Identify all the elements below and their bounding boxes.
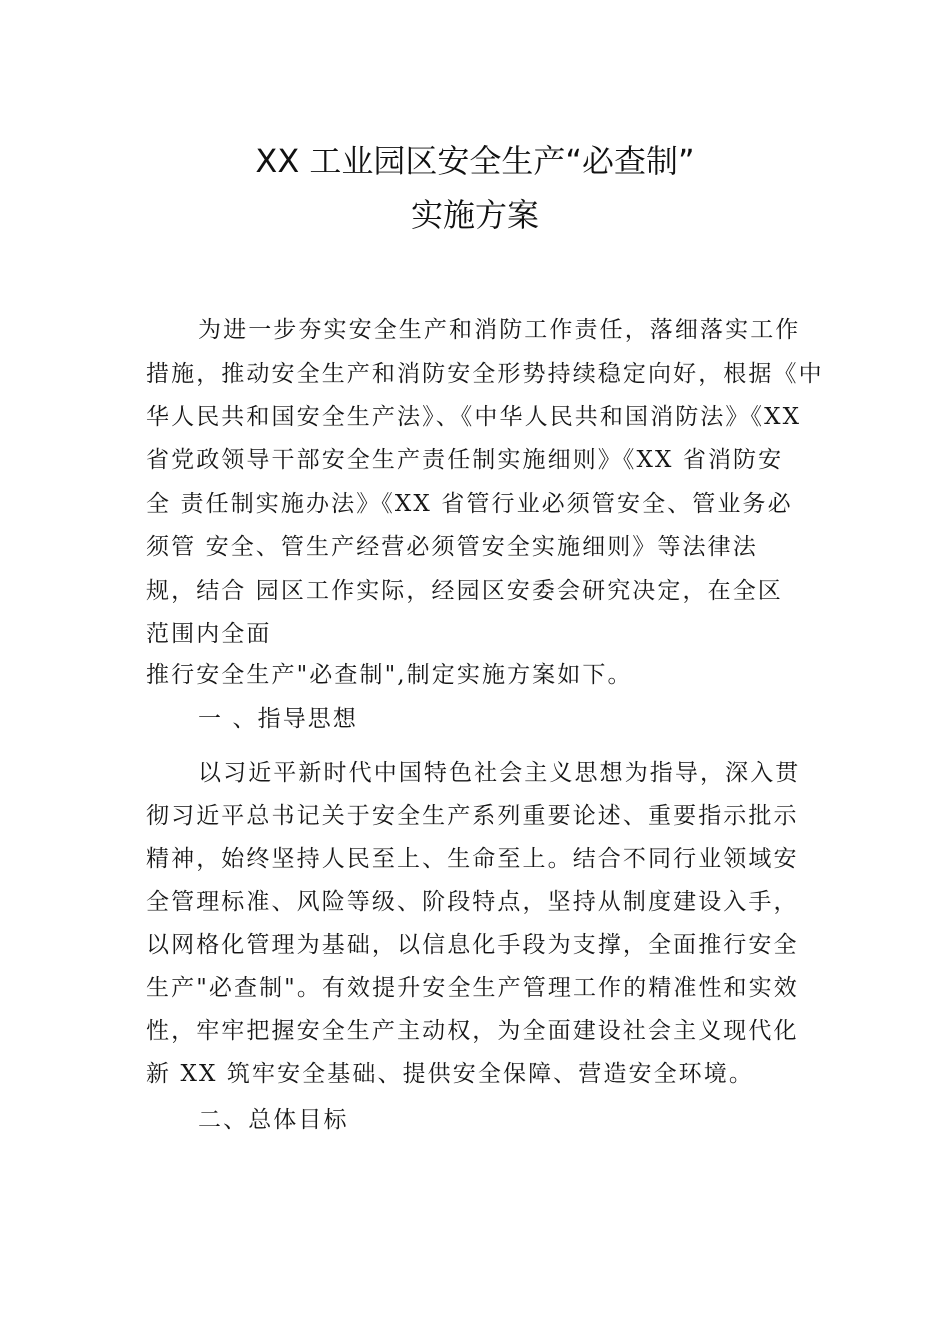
- paragraph-guiding-line-6: 生产"必查制"。有效提升安全生产管理工作的精准性和实效: [146, 975, 799, 1001]
- section-heading-guiding-ideology: 一 、指导思想: [198, 706, 359, 732]
- paragraph-intro-line-3: 华人民共和国安全生产法》、《中华人民共和国消防法》《XX: [146, 404, 802, 430]
- paragraph-guiding-line-7: 性，牢牢把握安全生产主动权，为全面建设社会主义现代化: [146, 1018, 799, 1044]
- paragraph-intro-line-9: 推行安全生产"必查制",制定实施方案如下。: [146, 662, 633, 688]
- paragraph-intro-line-7: 规，结合 园区工作实际，经园区安委会研究决定，在全区: [146, 578, 783, 604]
- paragraph-guiding-line-3: 精神，始终坚持人民至上、生命至上。结合不同行业领域安: [146, 846, 799, 872]
- paragraph-intro-line-2: 措施，推动安全生产和消防安全形势持续稳定向好，根据《中: [146, 361, 824, 387]
- document-title-line1: XX 工业园区安全生产“必查制”: [255, 142, 695, 180]
- paragraph-guiding-line-4: 全管理标准、风险等级、阶段特点，坚持从制度建设入手，: [146, 889, 799, 915]
- section-heading-overall-goals: 二、总体目标: [198, 1107, 349, 1133]
- paragraph-intro-line-8: 范围内全面: [146, 621, 272, 647]
- paragraph-guiding-line-1: 以习近平新时代中国特色社会主义思想为指导，深入贯: [198, 760, 801, 786]
- paragraph-intro-line-4: 省党政领导干部安全生产责任制实施细则》《XX 省消防安: [146, 447, 784, 473]
- paragraph-guiding-line-8: 新 XX 筑牢安全基础、提供安全保障、营造安全环境。: [146, 1061, 754, 1087]
- paragraph-guiding-line-5: 以网格化管理为基础，以信息化手段为支撑，全面推行安全: [146, 932, 799, 958]
- paragraph-intro-line-6: 须管 安全、管生产经营必须管安全实施细则》等法律法: [146, 534, 758, 560]
- document-title-line2: 实施方案: [410, 196, 539, 234]
- paragraph-intro-line-5: 全 责任制实施办法》《XX 省管行业必须管安全、管业务必: [146, 491, 793, 517]
- paragraph-intro-line-1: 为进一步夯实安全生产和消防工作责任，落细落实工作: [198, 317, 801, 343]
- paragraph-guiding-line-2: 彻习近平总书记关于安全生产系列重要论述、重要指示批示: [146, 803, 799, 829]
